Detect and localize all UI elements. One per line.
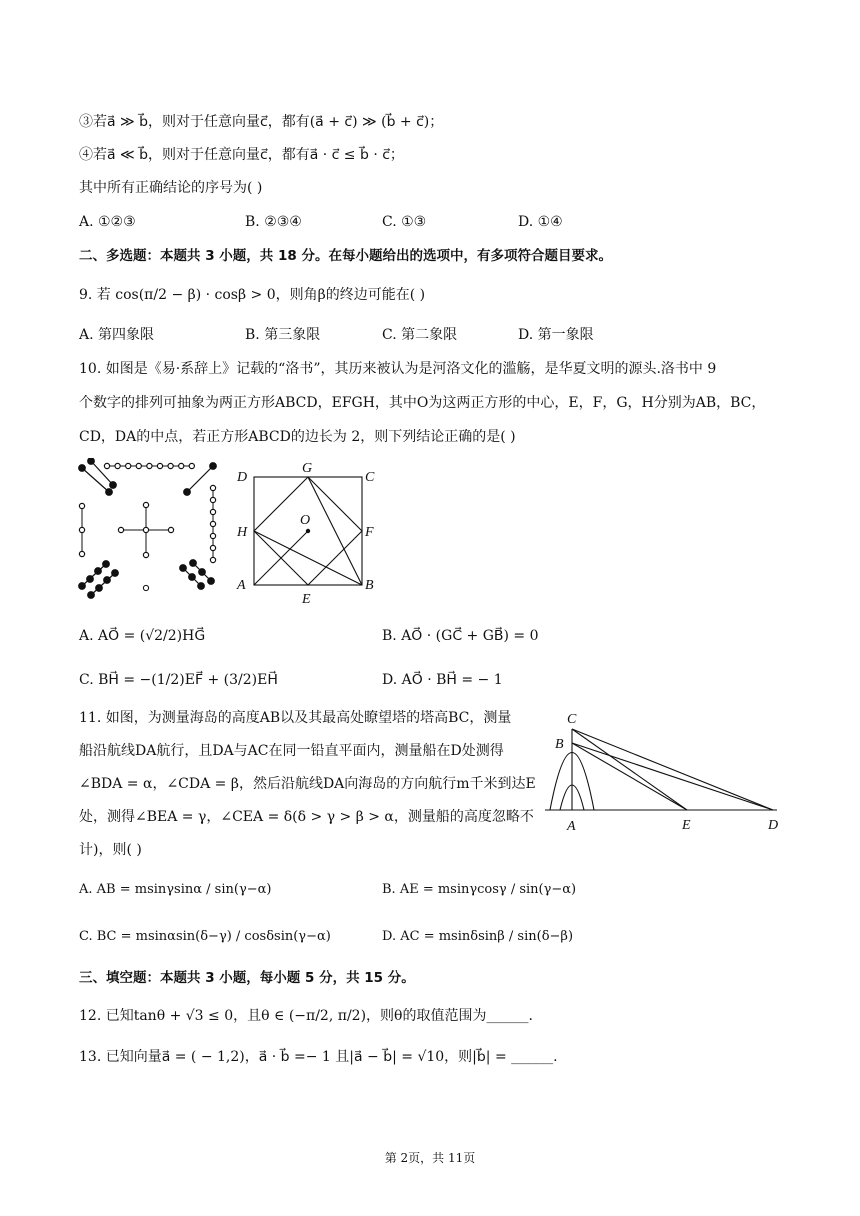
q10-stem-line2: 个数字的排列可抽象为两正方形ABCD，EFGH，其中O为这两正方形的中心，E，F，G，H分别为AB，BC， [79,395,766,411]
page-footer: 第 2页，共 11页 [384,1151,476,1165]
q8-option-a: A. ①②③ [79,214,136,230]
label-a: A [567,819,576,834]
q11-option-a: A. AB = msinγsinα / sin(γ−α) [79,882,272,897]
label-d: D [768,818,779,833]
island-figure [545,705,790,835]
label-f: F [365,525,374,540]
luoshu-figure [75,458,225,604]
label-b: B [555,737,564,752]
label-d: D [237,470,248,485]
q9-option-b: B. 第三象限 [245,327,321,343]
q11-stem-line5: 计)，则( ) [79,842,142,858]
q10-stem-line1: 10. 如图是《易·系辞上》记载的“洛书”，其历来被认为是河洛文化的滥觞，是华夏文明的源头.洛书中 9 [79,361,717,377]
q10-stem-line3: CD，DA的中点，若正方形ABCD的边长为 2，则下列结论正确的是( ) [79,429,516,445]
q11-option-d: D. AC = msinδsinβ / sin(δ−β) [382,929,574,944]
section-3-heading: 三、填空题：本题共 3 小题，每小题 5 分，共 15 分。 [79,970,415,986]
statement-3: ③若a⃗ ≫ b⃗，则对于任意向量c⃗，都有(a⃗ + c⃗) ≫ (b⃗ + c⃗)； [79,114,444,130]
q10-option-c: C. BH⃗ = −(1/2)EF⃗ + (3/2)EH⃗ [79,672,278,688]
q10-option-b: B. AO⃗ · (GC⃗ + GB⃗) = 0 [382,628,539,644]
label-c: C [365,470,375,485]
label-o: O [300,513,311,528]
q9-option-d: D. 第一象限 [518,327,594,343]
q11-stem-line2: 船沿航线DA航行，且DA与AC在同一铅直平面内，测量船在D处测得 [79,743,504,759]
label-e: E [302,592,311,607]
label-b: B [365,578,374,593]
label-a: A [237,578,246,593]
q12-stem: 12. 已知tanθ + √3 ≤ 0，且θ ∈ (−π/2, π/2)，则θ的取值范围为______. [79,1008,533,1024]
statement-4: ④若a⃗ ≪ b⃗，则对于任意向量c⃗，都有a⃗ · c⃗ ≤ b⃗ · c⃗； [79,147,404,163]
q11-stem-line4: 处，测得∠BEA = γ，∠CEA = δ(δ > γ > β > α，测量船的高度忽略不 [79,809,534,825]
q11-option-c: C. BC = msinαsin(δ−γ) / cosδsin(γ−α) [79,929,331,944]
label-h: H [237,525,248,540]
section-2-heading: 二、多选题：本题共 3 小题，共 18 分。在每小题给出的选项中，有多项符合题目要求。 [79,248,612,264]
q11-stem-line3: ∠BDA = α，∠CDA = β，然后沿航线DA向海岛的方向航行m千米到达E [79,776,536,792]
q8-prompt: 其中所有正确结论的序号为( ) [79,180,263,196]
square-figure [230,455,382,607]
q11-option-b: B. AE = msinγcosγ / sin(γ−α) [382,882,577,897]
label-e: E [682,818,691,833]
q9-stem: 9. 若 cos(π/2 − β) · cosβ > 0，则角β的终边可能在( ) [79,287,426,303]
q10-option-a: A. AO⃗ = (√2/2)HG⃗ [79,628,206,644]
q9-option-c: C. 第二象限 [382,327,458,343]
q10-option-d: D. AO⃗ · BH⃗ = − 1 [382,672,503,688]
label-c: C [567,712,577,727]
q8-option-b: B. ②③④ [245,214,302,230]
label-g: G [302,461,313,476]
q9-option-a: A. 第四象限 [79,327,155,343]
q13-stem: 13. 已知向量a⃗ = ( − 1,2)，a⃗ · b⃗ =− 1 且|a⃗ − b⃗| = √10，则|b⃗| = ______. [79,1049,558,1065]
q8-option-d: D. ①④ [518,214,563,230]
q8-option-c: C. ①③ [382,214,427,230]
q11-stem-line1: 11. 如图，为测量海岛的高度AB以及其最高处瞭望塔的塔高BC，测量 [79,710,512,726]
